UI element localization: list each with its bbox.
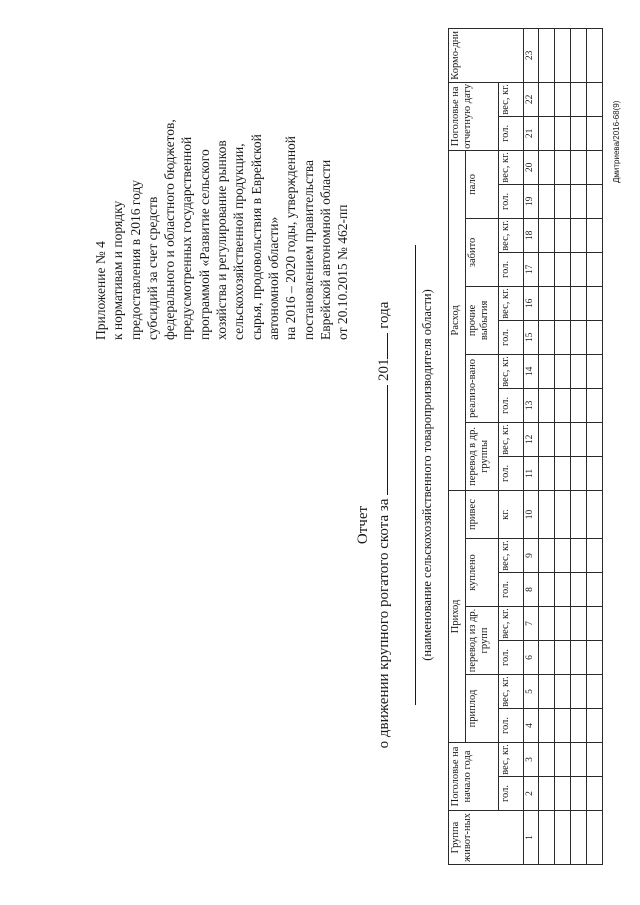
column-number: 20 [524, 150, 539, 184]
table-cell[interactable] [555, 708, 571, 742]
table-cell[interactable] [555, 388, 571, 422]
column-number: 18 [524, 218, 539, 252]
header-end-count: Поголовье на отчетную дату [449, 82, 499, 150]
sub-weight: вес, кг. [499, 538, 524, 572]
column-number: 4 [524, 708, 539, 742]
table-cell[interactable] [571, 150, 587, 184]
table-cell[interactable] [571, 184, 587, 218]
table-cell[interactable] [571, 422, 587, 456]
sub-weight: вес, кг. [499, 82, 524, 116]
report-title: Отчет [355, 505, 371, 545]
column-number: 19 [524, 184, 539, 218]
table-cell[interactable] [555, 606, 571, 640]
appendix-line: предоставления в 2016 году [127, 179, 143, 340]
table-cell[interactable] [571, 456, 587, 490]
table-cell[interactable] [587, 606, 603, 640]
header-other-out: прочие выбытия [466, 286, 499, 354]
table-cell[interactable] [539, 674, 555, 708]
column-number: 7 [524, 606, 539, 640]
sub-heads: гол. [499, 777, 524, 811]
table-cell[interactable] [571, 742, 587, 776]
sub-heads: гол. [499, 572, 524, 606]
table-cell[interactable] [555, 777, 571, 811]
table-cell[interactable] [571, 674, 587, 708]
table-cell[interactable] [587, 252, 603, 286]
table-cell[interactable] [571, 388, 587, 422]
table-cell[interactable] [587, 674, 603, 708]
column-number: 1 [524, 811, 539, 865]
header-born: приплод [466, 674, 499, 742]
table-cell[interactable] [555, 640, 571, 674]
table-cell[interactable] [555, 116, 571, 150]
appendix-line: Еврейской автономной области [317, 159, 333, 340]
column-number: 15 [524, 320, 539, 354]
column-numbers-row [524, 28, 539, 864]
column-number: 21 [524, 116, 539, 150]
header-start-count: Поголовье на начало года [449, 742, 499, 810]
appendix-line: на 2016 – 2020 годы, утвержденной [283, 135, 299, 340]
header-transfer-in: перевод из др. групп [466, 606, 499, 674]
table-cell[interactable] [587, 742, 603, 776]
table-cell[interactable] [571, 286, 587, 320]
table-cell[interactable] [539, 456, 555, 490]
table-cell[interactable] [555, 286, 571, 320]
table-cell[interactable] [555, 742, 571, 776]
table-cell[interactable] [587, 422, 603, 456]
appendix-line: к нормативам и порядку [110, 200, 126, 340]
table-cell[interactable] [539, 422, 555, 456]
column-number: 9 [524, 538, 539, 572]
appendix-line: Приложение № 4 [93, 241, 108, 340]
column-number: 3 [524, 742, 539, 776]
sub-heads: гол. [499, 184, 524, 218]
appendix-line: постановлением правительства [300, 159, 316, 340]
sub-kg: кг. [499, 490, 524, 538]
header-expense: Расход [449, 150, 466, 490]
table-cell[interactable] [555, 811, 571, 865]
table-cell[interactable] [555, 184, 571, 218]
sub-heads: гол. [499, 708, 524, 742]
table-cell[interactable] [539, 184, 555, 218]
column-number: 17 [524, 252, 539, 286]
table-cell[interactable] [539, 572, 555, 606]
table-cell[interactable] [587, 777, 603, 811]
table-cell[interactable] [571, 811, 587, 865]
sub-weight: вес, кг. [499, 218, 524, 252]
column-number: 16 [524, 286, 539, 320]
header-gain: привес [466, 490, 499, 538]
sub-weight: вес, кг. [499, 286, 524, 320]
table-cell[interactable] [571, 116, 587, 150]
year-blank [375, 333, 388, 359]
subtitle-text: о движении крупного рогатого скота за [376, 498, 392, 749]
appendix-line: сырья, продовольствия в Еврейской [248, 134, 264, 340]
header-income: Приход [449, 490, 466, 742]
table-cell[interactable] [539, 777, 555, 811]
sub-heads: гол. [499, 252, 524, 286]
table-cell[interactable] [539, 354, 555, 388]
sub-heads: гол. [499, 116, 524, 150]
table-cell[interactable] [587, 320, 603, 354]
table-cell[interactable] [587, 640, 603, 674]
sub-weight: вес, кг. [499, 150, 524, 184]
producer-name-line [415, 245, 416, 705]
sub-weight: вес, кг. [499, 606, 524, 640]
appendix-block [92, 40, 351, 340]
sub-weight: вес, кг. [499, 674, 524, 708]
table-cell[interactable] [587, 286, 603, 320]
table-cell[interactable] [571, 572, 587, 606]
table-cell[interactable] [571, 252, 587, 286]
sub-heads: гол. [499, 456, 524, 490]
table-cell[interactable] [555, 28, 571, 82]
column-number: 10 [524, 490, 539, 538]
table-cell[interactable] [539, 490, 555, 538]
table-cell[interactable] [571, 490, 587, 538]
table-cell[interactable] [555, 456, 571, 490]
table-cell[interactable] [539, 606, 555, 640]
period-blank [375, 385, 388, 495]
table-cell[interactable] [571, 320, 587, 354]
appendix-line: хозяйства и регулирование рынков [214, 140, 230, 340]
header-feed-days: Кормо-дни [449, 28, 524, 82]
table-cell[interactable] [555, 82, 571, 116]
table-cell[interactable] [555, 538, 571, 572]
appendix-line: субсидий за счет средств [144, 196, 160, 340]
table-cell[interactable] [571, 640, 587, 674]
table-row [555, 28, 571, 864]
table-cell[interactable] [539, 286, 555, 320]
table-cell[interactable] [555, 150, 571, 184]
column-number: 2 [524, 777, 539, 811]
table-cell[interactable] [555, 252, 571, 286]
header-bought: куплено [466, 538, 499, 606]
table-cell[interactable] [587, 538, 603, 572]
sub-heads: гол. [499, 640, 524, 674]
table-cell[interactable] [539, 320, 555, 354]
header-group: Группа живот-ных [449, 811, 524, 865]
column-number: 6 [524, 640, 539, 674]
producer-caption: (наименование сельскохозяйственного товаропроизводителя области) [420, 289, 434, 661]
header-slaughtered: забито [466, 218, 499, 286]
table-cell[interactable] [587, 354, 603, 388]
table-row [571, 28, 587, 864]
livestock-movement-table [448, 28, 603, 865]
sub-weight: вес, кг. [499, 742, 524, 776]
table-cell[interactable] [587, 184, 603, 218]
table-cell[interactable] [587, 708, 603, 742]
table-cell[interactable] [571, 28, 587, 82]
appendix-line: предусмотренных государственной [179, 136, 195, 340]
column-number: 13 [524, 388, 539, 422]
table-cell[interactable] [555, 572, 571, 606]
table-cell[interactable] [571, 82, 587, 116]
appendix-line: от 20.10.2015 № 462-пп [335, 204, 351, 340]
document-stamp: Дмитриева/2016-68(9) [612, 100, 621, 183]
column-number: 5 [524, 674, 539, 708]
table-cell[interactable] [539, 538, 555, 572]
sub-weight: вес, кг. [499, 354, 524, 388]
table-cell[interactable] [539, 116, 555, 150]
table-cell[interactable] [571, 538, 587, 572]
table-row [539, 28, 555, 864]
table-cell[interactable] [555, 354, 571, 388]
table-cell[interactable] [571, 218, 587, 252]
appendix-line: автономной области» [265, 216, 281, 340]
column-number: 22 [524, 82, 539, 116]
table-cell[interactable] [587, 811, 603, 865]
table-cell[interactable] [539, 252, 555, 286]
header-fallen: пало [466, 150, 499, 218]
header-transfer-out: перевод в др. группы [466, 422, 499, 490]
table-cell[interactable] [539, 82, 555, 116]
table-cell[interactable] [539, 811, 555, 865]
sub-weight: вес, кг. [499, 422, 524, 456]
appendix-line: сельскохозяйственной продукции, [231, 143, 247, 340]
column-number: 8 [524, 572, 539, 606]
header-sold: реализо-вано [466, 354, 499, 422]
table-cell[interactable] [587, 28, 603, 82]
table-cell[interactable] [539, 742, 555, 776]
table-cell[interactable] [555, 320, 571, 354]
appendix-line: программой «Развитие сельского [196, 149, 212, 340]
sub-heads: гол. [499, 320, 524, 354]
column-number: 14 [524, 354, 539, 388]
sub-heads: гол. [499, 388, 524, 422]
table-cell[interactable] [587, 82, 603, 116]
column-number: 11 [524, 456, 539, 490]
table-cell[interactable] [587, 388, 603, 422]
table-cell[interactable] [539, 150, 555, 184]
column-number: 12 [524, 422, 539, 456]
table-cell[interactable] [555, 674, 571, 708]
table-cell[interactable] [539, 708, 555, 742]
appendix-line: федерального и областного бюджетов, [162, 119, 178, 340]
table-cell[interactable] [587, 218, 603, 252]
column-number: 23 [524, 28, 539, 82]
table-cell[interactable] [587, 456, 603, 490]
table-cell[interactable] [555, 490, 571, 538]
table-cell[interactable] [587, 150, 603, 184]
table-cell[interactable] [587, 572, 603, 606]
table-cell[interactable] [539, 28, 555, 82]
table-cell[interactable] [571, 777, 587, 811]
year-prefix: 201 [376, 358, 392, 382]
table-cell[interactable] [587, 490, 603, 538]
table-cell[interactable] [571, 708, 587, 742]
table-cell[interactable] [539, 218, 555, 252]
report-subtitle [375, 145, 393, 905]
year-suffix: года [376, 301, 392, 329]
table-cell[interactable] [571, 354, 587, 388]
table-cell[interactable] [539, 388, 555, 422]
table-cell[interactable] [587, 116, 603, 150]
table-row [587, 28, 603, 864]
table-cell[interactable] [571, 606, 587, 640]
table-cell[interactable] [539, 640, 555, 674]
table-cell[interactable] [555, 218, 571, 252]
table-cell[interactable] [555, 422, 571, 456]
